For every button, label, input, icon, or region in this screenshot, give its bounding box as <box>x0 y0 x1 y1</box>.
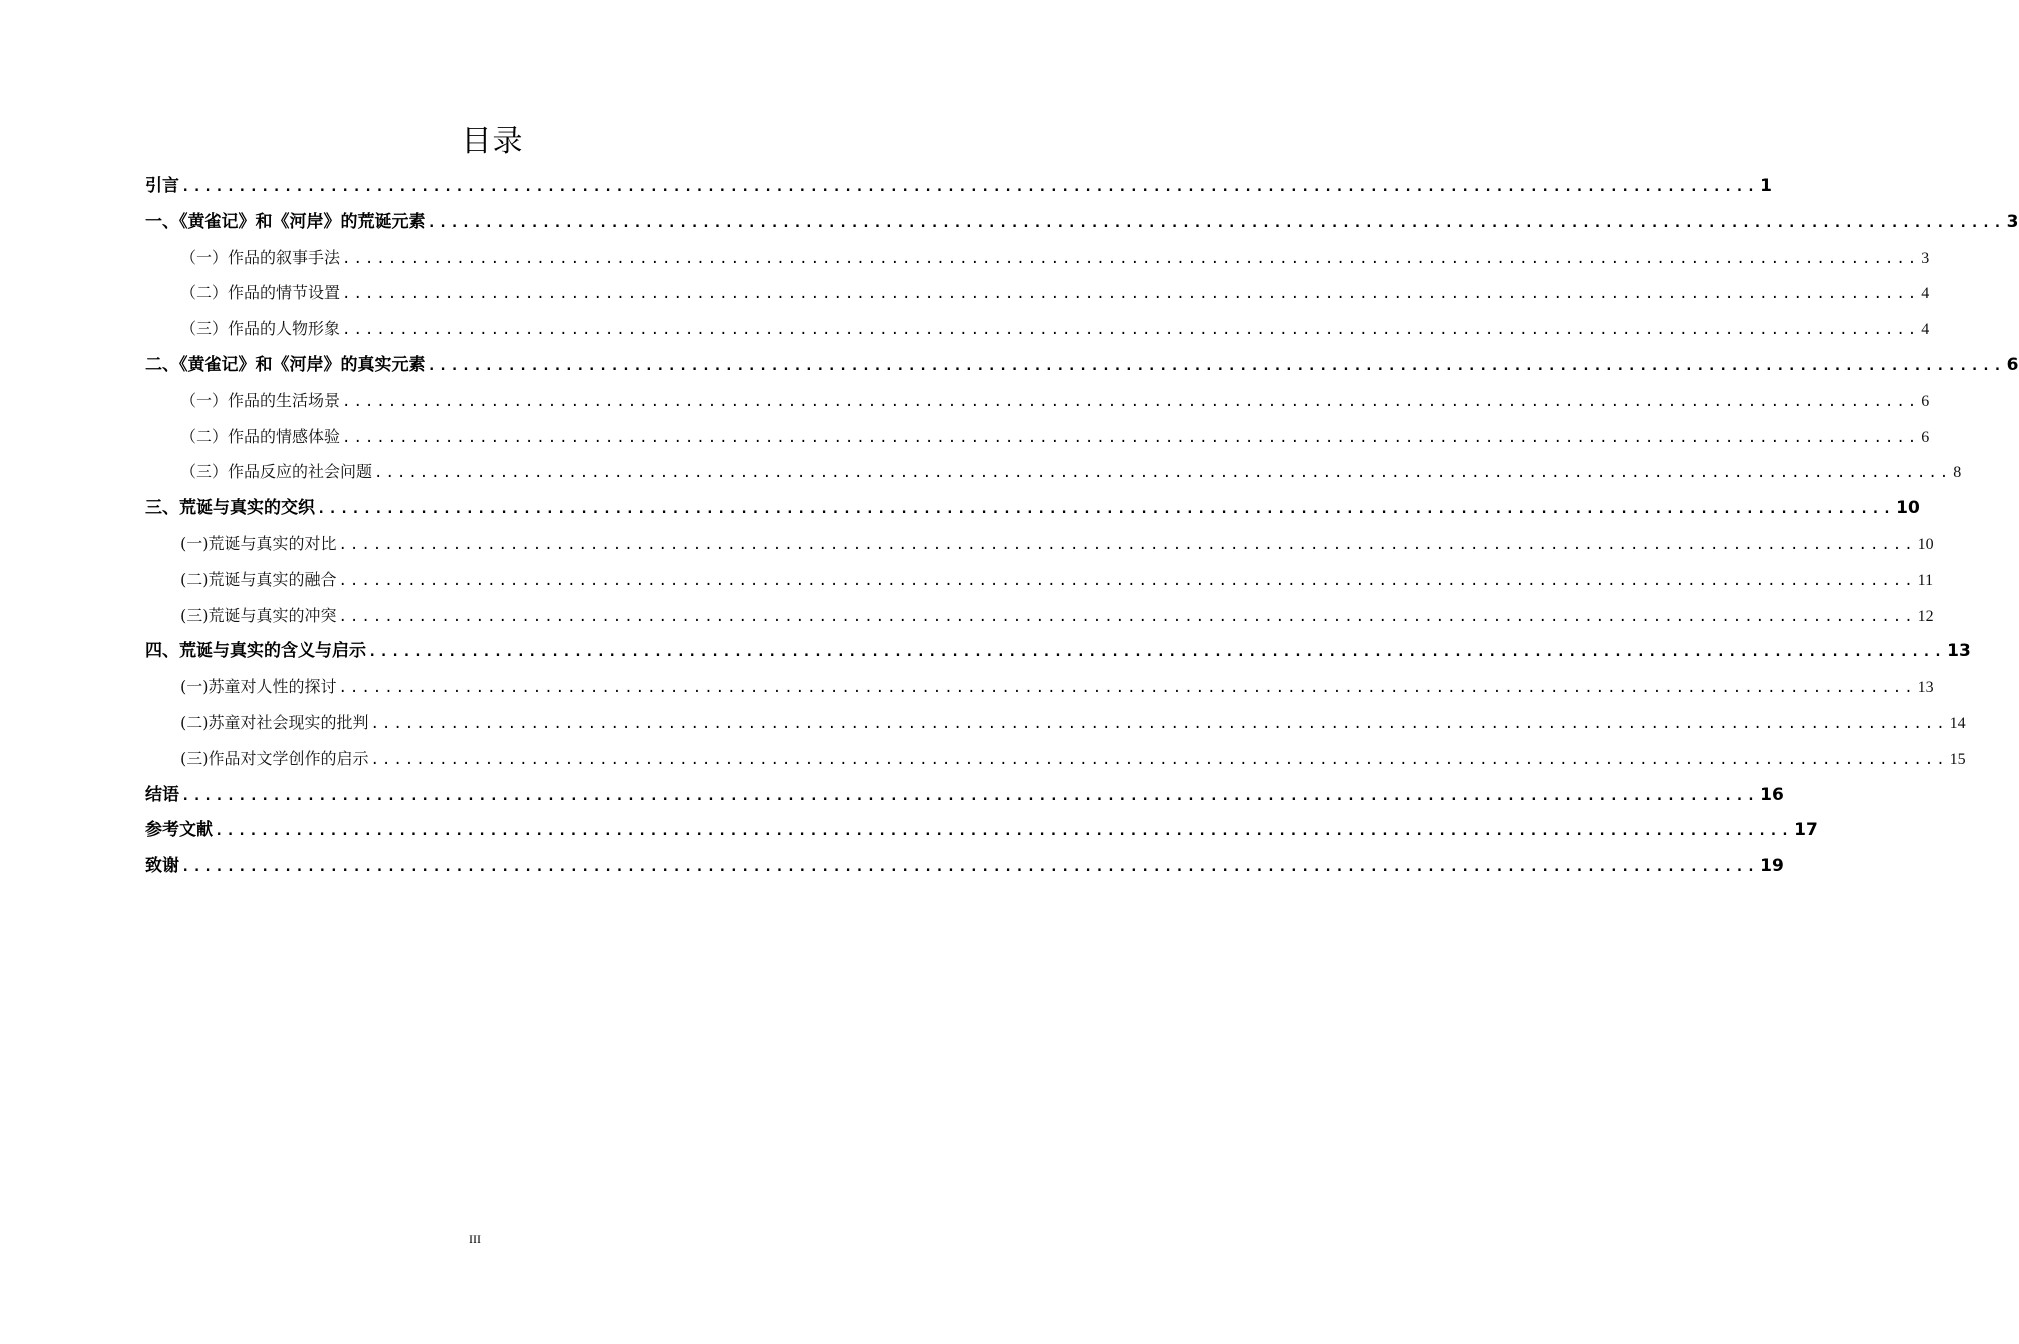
toc-entry-page-number: 3 <box>2006 211 2019 232</box>
toc-chapter-entry[interactable] <box>145 812 1818 848</box>
toc-dot-leader: .......................................................................................................................................... <box>338 572 1916 589</box>
toc-entry-page-number: 12 <box>1917 607 1934 625</box>
toc-section-entry[interactable] <box>180 454 1962 490</box>
toc-entry-title: （二）作品的情节设置 <box>180 283 341 303</box>
toc-dot-leader: .......................................................................................................................................... <box>427 214 2005 231</box>
toc-entry-title: (二)荒诞与真实的融合 <box>180 569 337 589</box>
toc-dot-leader: .......................................................................................................................................... <box>338 608 1916 625</box>
toc-entry-page-number: 8 <box>1953 464 1962 482</box>
toc-entry-page-number: 14 <box>1949 715 1966 732</box>
toc-entry-page-number: 13 <box>1947 641 1971 662</box>
toc-dot-leader: .......................................................................................................................................... <box>370 751 1948 768</box>
page-title: 目录 <box>461 124 524 159</box>
toc-entry-title: 参考文献 <box>145 820 213 841</box>
toc-chapter-entry[interactable] <box>145 347 2019 383</box>
toc-entry-page-number: 17 <box>1794 820 1818 841</box>
toc-entry-title: 三、荒诞与真实的交织 <box>145 498 315 519</box>
toc-entry-title: （三）作品的人物形象 <box>180 319 341 339</box>
toc-chapter-entry[interactable] <box>145 490 1920 526</box>
toc-entry-title: （一）作品的叙事手法 <box>180 247 341 267</box>
toc-dot-leader: .......................................................................................................................................... <box>181 859 1759 876</box>
toc-dot-leader: .......................................................................................................................................... <box>427 358 2005 374</box>
toc-entry-page-number: 15 <box>1949 750 1966 768</box>
toc-entry-page-number: 3 <box>1921 249 1930 267</box>
toc-entry-page-number: 13 <box>1917 679 1934 697</box>
toc-entry-title: (三)作品对文学创作的启示 <box>180 748 369 768</box>
toc-dot-leader: .......................................................................................................................................... <box>342 429 1920 446</box>
toc-entry-title: 致谢 <box>145 856 179 877</box>
toc-entry-page-number: 1 <box>1760 176 1773 196</box>
toc-entry-page-number: 11 <box>1917 571 1934 589</box>
toc-entry-title: 二、《黄雀记》和《河岸》的真实元素 <box>145 355 426 375</box>
toc-dot-leader: .......................................................................................................................................... <box>374 465 1952 482</box>
toc-dot-leader: .......................................................................................................................................... <box>338 680 1916 697</box>
toc-entry-title: （二）作品的情感体验 <box>180 426 341 446</box>
toc-dot-leader: .......................................................................................................................................... <box>368 644 1946 661</box>
toc-chapter-entry[interactable] <box>145 204 2019 240</box>
toc-entry-page-number: 6 <box>1921 428 1930 446</box>
toc-entry-page-number: 10 <box>1896 498 1920 519</box>
toc-section-entry[interactable] <box>180 383 1930 419</box>
toc-dot-leader: .......................................................................................................................................... <box>342 250 1920 267</box>
toc-chapter-entry[interactable] <box>145 168 1773 204</box>
toc-section-entry[interactable] <box>180 311 1930 347</box>
toc-entry-title: (一)荒诞与真实的对比 <box>180 534 337 553</box>
toc-section-entry[interactable] <box>180 741 1966 777</box>
toc-entry-page-number: 6 <box>2006 355 2019 375</box>
toc-entry-title: (一)苏童对人性的探讨 <box>180 677 337 697</box>
toc-section-entry[interactable] <box>180 526 1934 562</box>
toc-section-entry[interactable] <box>180 240 1930 276</box>
toc-entry-title: 结语 <box>145 784 179 805</box>
toc-section-entry[interactable] <box>180 562 1934 598</box>
toc-dot-leader: .......................................................................................................................................... <box>342 286 1920 303</box>
toc-entry-page-number: 16 <box>1760 784 1784 805</box>
toc-chapter-entry[interactable] <box>145 848 1784 884</box>
toc-entry-title: (三)荒诞与真实的冲突 <box>180 605 337 625</box>
toc-entry-title: (二)苏童对社会现实的批判 <box>180 713 369 732</box>
toc-entry-title: （一）作品的生活场景 <box>180 390 341 410</box>
toc-section-entry[interactable] <box>180 275 1930 311</box>
toc-dot-leader: .......................................................................................................................................... <box>342 322 1920 339</box>
toc-entry-page-number: 4 <box>1921 321 1930 339</box>
toc-section-entry[interactable] <box>180 598 1934 634</box>
toc-entry-title: 四、荒诞与真实的含义与启示 <box>145 641 366 662</box>
toc-entry-title: （三）作品反应的社会问题 <box>180 462 373 482</box>
toc-entry-page-number: 6 <box>1921 392 1930 410</box>
toc-dot-leader: .......................................................................................................................................... <box>370 716 1948 732</box>
toc-entry-title: 一、《黄雀记》和《河岸》的荒诞元素 <box>145 211 426 232</box>
toc-dot-leader: .......................................................................................................................................... <box>215 823 1793 840</box>
toc-dot-leader: .......................................................................................................................................... <box>338 537 1916 553</box>
toc-section-entry[interactable] <box>180 669 1934 705</box>
toc-dot-leader: .......................................................................................................................................... <box>317 501 1895 518</box>
toc-entry-page-number: 10 <box>1917 536 1934 553</box>
toc-dot-leader: .......................................................................................................................................... <box>181 179 1759 195</box>
toc-entry-title: 引言 <box>145 176 179 196</box>
toc-chapter-entry[interactable] <box>145 777 1784 813</box>
toc-entry-page-number: 19 <box>1760 856 1784 877</box>
toc-chapter-entry[interactable] <box>145 633 1971 669</box>
toc-section-entry[interactable] <box>180 419 1930 455</box>
toc-dot-leader: .......................................................................................................................................... <box>181 787 1759 804</box>
toc-entry-page-number: 4 <box>1921 285 1930 303</box>
toc-dot-leader: .......................................................................................................................................... <box>342 393 1920 410</box>
page-number: III <box>469 1232 481 1246</box>
toc-section-entry[interactable] <box>180 705 1966 741</box>
